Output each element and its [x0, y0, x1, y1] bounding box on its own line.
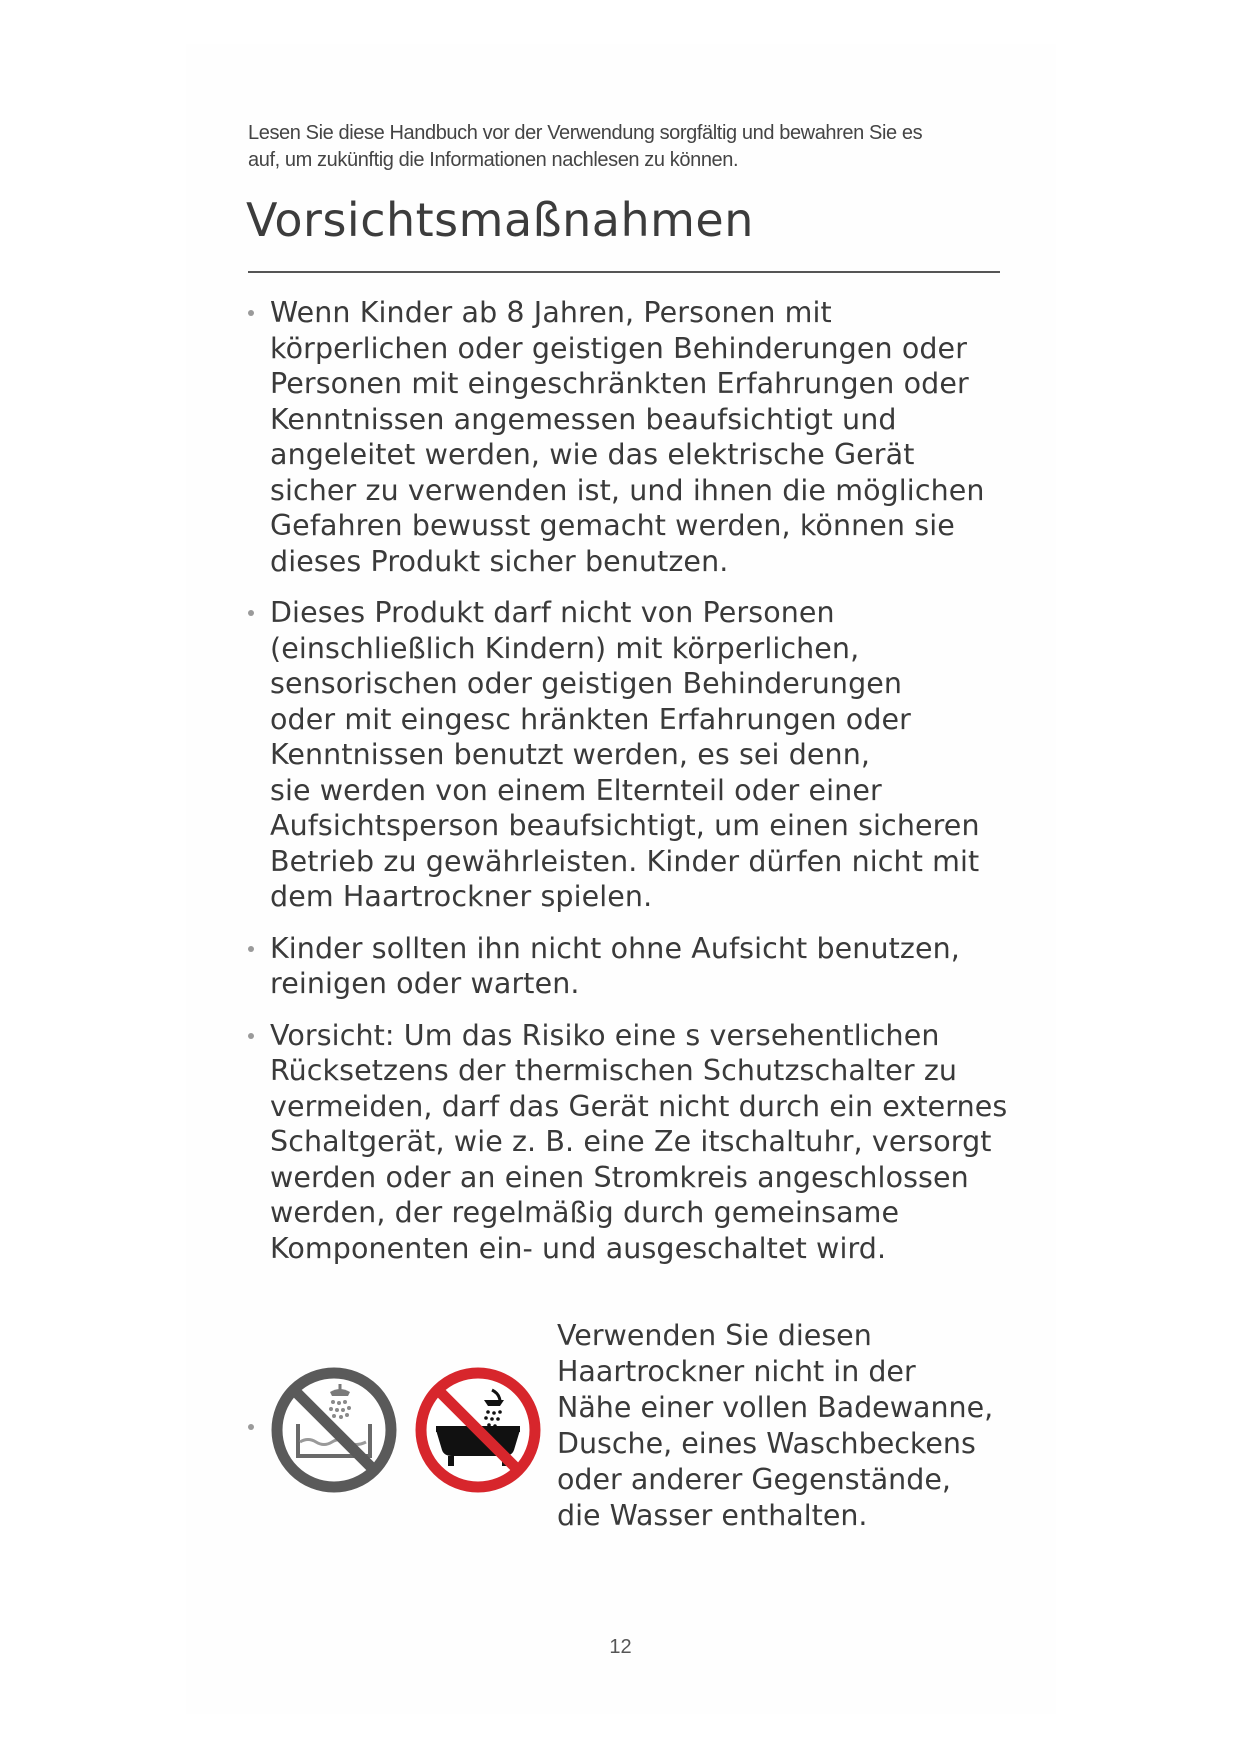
- page-number: 12: [609, 1636, 632, 1658]
- item-line: Kinder sollten ihn nicht ohne Aufsicht benutzen,: [270, 931, 960, 965]
- warning-line: die Wasser enthalten.: [557, 1499, 868, 1532]
- item-line: reinigen oder warten.: [270, 967, 580, 1000]
- item-line: sicher zu verwenden ist, und ihnen die möglichen: [270, 473, 985, 507]
- warning-line: Nähe einer vollen Badewanne,: [557, 1391, 994, 1424]
- title-divider: [248, 271, 1000, 273]
- list-item: [248, 1018, 1008, 1267]
- bullet-icon: [248, 1033, 254, 1039]
- bullet-icon: [248, 310, 254, 316]
- item-line: Schaltgerät, wie z. B. eine Ze itschaltuhr, versorgt: [270, 1125, 992, 1158]
- item-line: oder mit eingesc hränkten Erfahrungen oder: [270, 702, 911, 736]
- item-line: vermeiden, darf das Gerät nicht durch ein externes: [270, 1089, 1008, 1123]
- item-line: dem Haartrockner spielen.: [270, 880, 653, 913]
- bullet-icon: [248, 610, 254, 616]
- item-line: Personen mit eingeschränkten Erfahrungen oder: [270, 367, 969, 400]
- item-line: werden oder an einen Stromkreis angeschlossen: [270, 1160, 969, 1194]
- warning-line: Haartrockner nicht in der: [557, 1355, 916, 1388]
- item-line: Gefahren bewusst gemacht werden, können sie: [270, 509, 955, 542]
- item-line: Komponenten ein- und ausgeschaltet wird.: [270, 1231, 887, 1265]
- item-line: Dieses Produkt darf nicht von Personen: [270, 596, 835, 629]
- item-line: sensorischen oder geistigen Behinderungen: [270, 667, 903, 700]
- bullet-icon: [248, 946, 254, 952]
- precautions-list: [248, 295, 1008, 1282]
- item-line: Rücksetzens der thermischen Schutzschalter zu: [270, 1054, 958, 1087]
- item-line: (einschließlich Kindern) mit körperlichen,: [270, 631, 860, 665]
- item-line: Aufsichtsperson beaufsichtigt, um einen sicheren: [270, 809, 980, 842]
- no-bathtub-shower-gray-icon: [270, 1366, 398, 1494]
- item-line: Kenntnissen benutzt werden, es sei denn,: [270, 738, 871, 771]
- warning-line: Verwenden Sie diesen: [557, 1319, 872, 1352]
- bullet-icon: [248, 1424, 254, 1430]
- no-bathtub-shower-red-icon: [414, 1366, 542, 1494]
- item-line: Wenn Kinder ab 8 Jahren, Personen mit: [270, 296, 832, 329]
- water-warning-text: [557, 1318, 1017, 1534]
- list-item: [248, 295, 1008, 579]
- item-line: sie werden von einem Elternteil oder einer: [270, 773, 882, 807]
- list-item: [248, 931, 1008, 1002]
- intro-line: Lesen Sie diese Handbuch vor der Verwendung sorgfältig und bewahren Sie es: [248, 122, 923, 144]
- item-line: körperlichen oder geistigen Behinderungen oder: [270, 331, 968, 365]
- item-line: angeleitet werden, wie das elektrische Gerät: [270, 438, 915, 471]
- item-line: Kenntnissen angemessen beaufsichtigt und: [270, 402, 897, 436]
- intro-text: [248, 120, 1008, 174]
- page-title: Vorsichtsmaßnahmen: [246, 193, 754, 247]
- item-line: Betrieb zu gewährleisten. Kinder dürfen nicht mit: [270, 844, 980, 878]
- item-line: werden, der regelmäßig durch gemeinsame: [270, 1196, 900, 1229]
- item-line: dieses Produkt sicher benutzen.: [270, 544, 729, 578]
- item-line: Vorsicht: Um das Risiko eine s versehentlichen: [270, 1018, 940, 1052]
- warning-line: oder anderer Gegenstände,: [557, 1463, 951, 1496]
- water-warning: [248, 1318, 1028, 1548]
- warning-line: Dusche, eines Waschbeckens: [557, 1427, 976, 1460]
- list-item: [248, 595, 1008, 915]
- intro-line: auf, um zukünftig die Informationen nachlesen zu können.: [248, 149, 739, 171]
